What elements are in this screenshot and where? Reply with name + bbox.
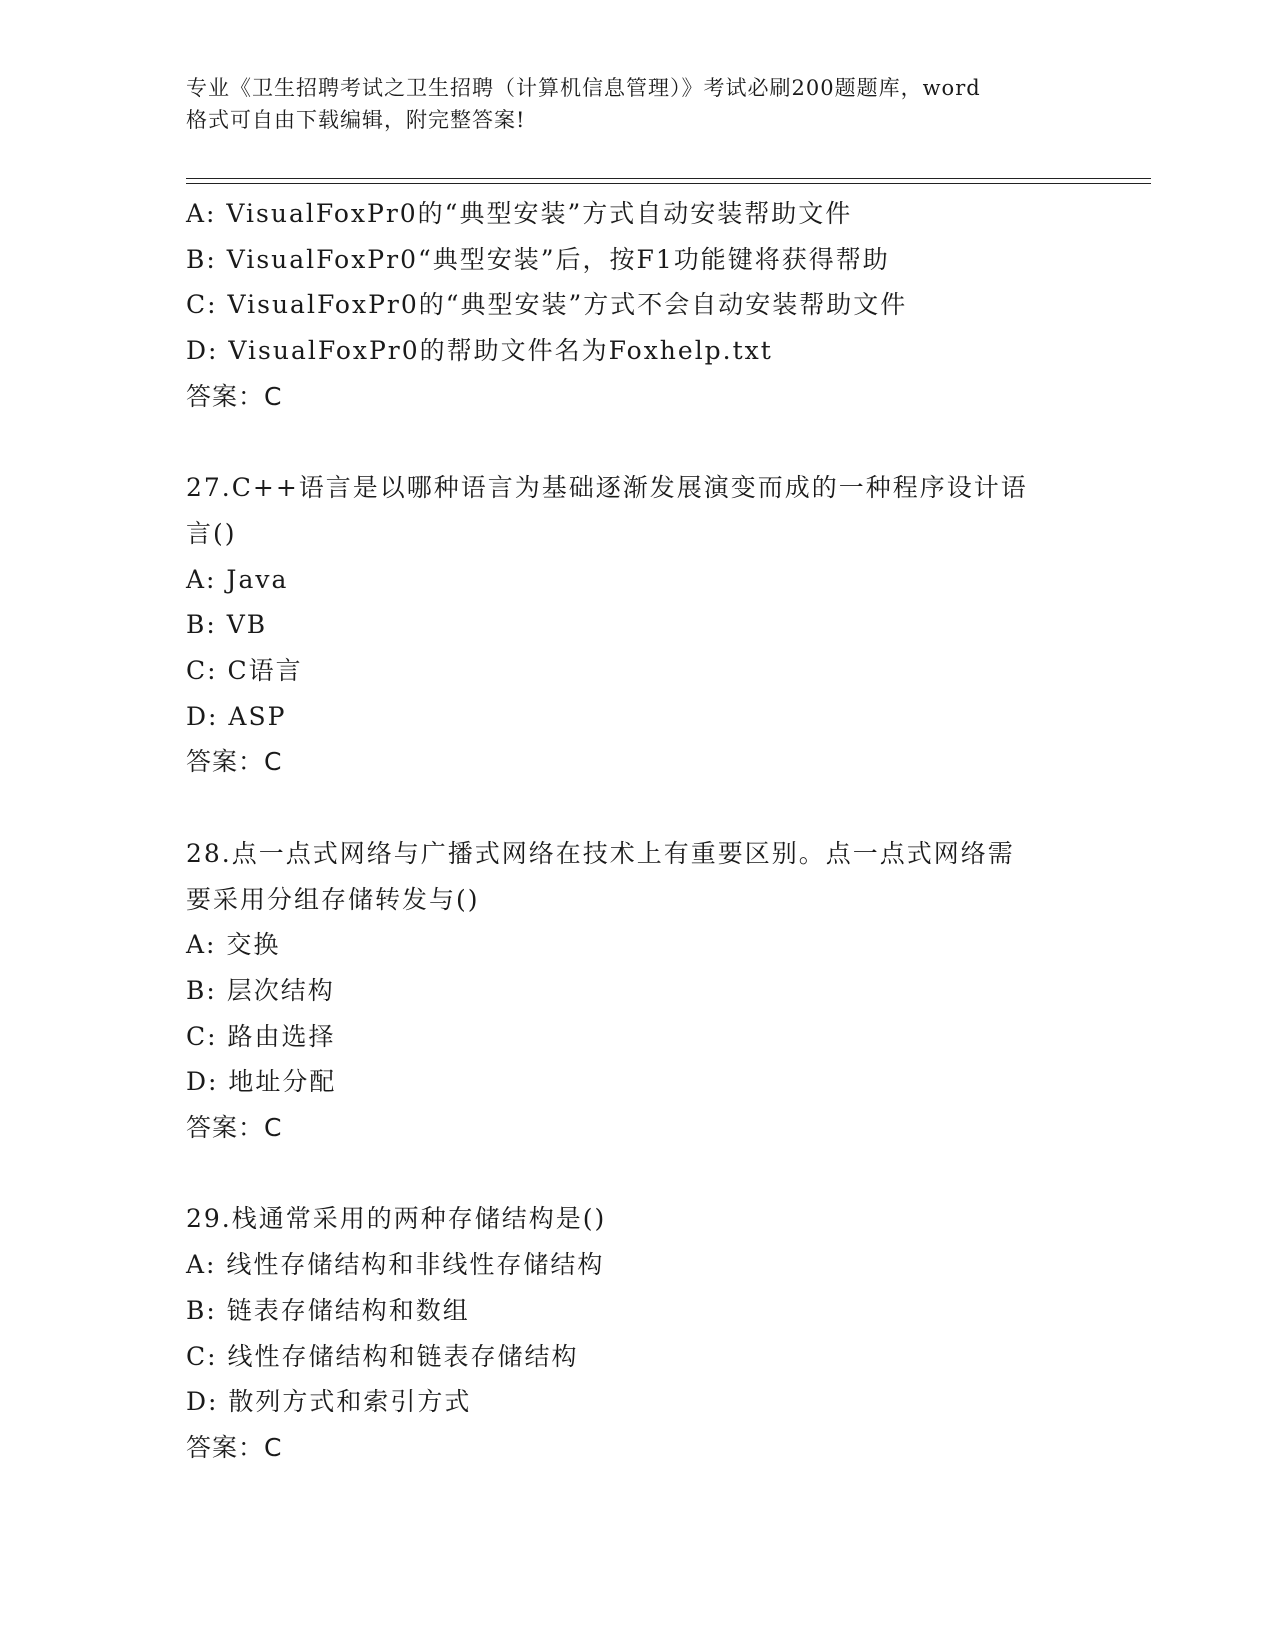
question-stem: 29.栈通常采用的两种存储结构是(): [186, 1204, 607, 1234]
answer-label: 答案：C: [186, 1432, 283, 1462]
option-a: A: 交换: [186, 930, 281, 960]
option-b: B: VB: [186, 610, 268, 640]
question-27: [186, 465, 1086, 785]
option-d: D: 地址分配: [186, 1067, 337, 1097]
option-d: D: ASP: [186, 701, 287, 731]
spacer: [186, 1151, 1086, 1197]
option-d: D: VisualFoxPr0的帮助文件名为Foxhelp.txt: [186, 336, 773, 366]
answer-label: 答案：C: [186, 381, 283, 411]
spacer: [186, 420, 1086, 466]
question-stem: 27.C++语言是以哪种语言为基础逐渐发展演变而成的一种程序设计语: [186, 473, 1028, 503]
question-28: [186, 831, 1086, 1151]
question-29: [186, 1196, 1086, 1470]
option-c: C: VisualFoxPr0的“典型安装”方式不会自动安装帮助文件: [186, 290, 908, 320]
question-stem-continued: 言(): [186, 518, 237, 548]
spacer: [186, 785, 1086, 831]
option-c: C: 线性存储结构和链表存储结构: [186, 1341, 579, 1371]
option-b: B: 链表存储结构和数组: [186, 1295, 470, 1325]
header-divider-top: [186, 178, 1151, 179]
option-a: A: 线性存储结构和非线性存储结构: [186, 1250, 605, 1280]
question-26: [186, 191, 1086, 420]
answer-label: 答案：C: [186, 1113, 283, 1143]
header-divider-bottom: [186, 183, 1151, 184]
option-b: B: 层次结构: [186, 975, 335, 1005]
option-c: C: C语言: [186, 656, 303, 686]
document-header: [186, 72, 1086, 136]
answer-label: 答案：C: [186, 747, 283, 777]
question-stem-continued: 要采用分组存储转发与(): [186, 884, 480, 914]
question-stem: 28.点一点式网络与广播式网络在技术上有重要区别。点一点式网络需: [186, 838, 1015, 868]
option-b: B: VisualFoxPr0“典型安装”后，按F1功能键将获得帮助: [186, 244, 890, 274]
question-list: [186, 191, 1086, 1471]
header-line-2: 格式可自由下载编辑，附完整答案!: [186, 108, 526, 132]
option-a: A: VisualFoxPr0的“典型安装”方式自动安装帮助文件: [186, 199, 853, 228]
option-a: A: Java: [186, 564, 289, 594]
option-c: C: 路由选择: [186, 1021, 336, 1051]
option-d: D: 散列方式和索引方式: [186, 1387, 472, 1417]
header-line-1: 专业《卫生招聘考试之卫生招聘（计算机信息管理）》考试必刷200题题库，word: [186, 76, 981, 100]
